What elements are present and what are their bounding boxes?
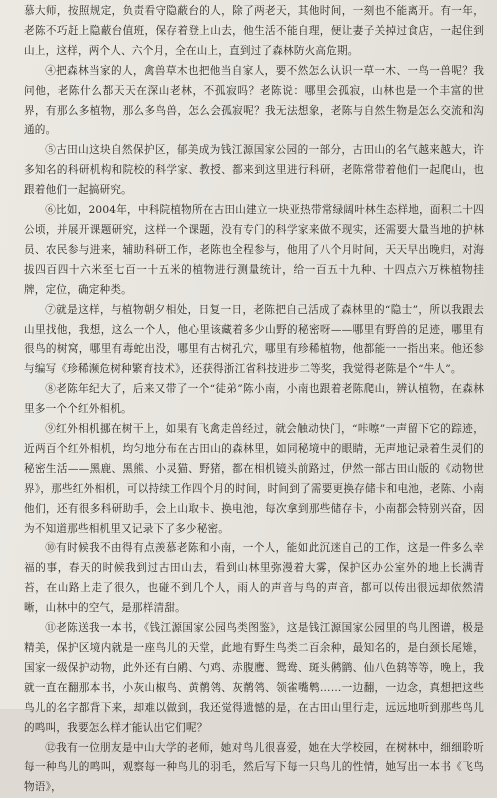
paragraph-5: ⑤古田山这块自然保护区，郁美成为钱江源国家公园的一部分，古田山的名气越来越大，许多知名的科研机构和院校的科学家、教授、都来到这里进行科研，老陈常带着他们一起爬山，也跟着他们一起搞研究。 — [24, 144, 484, 197]
paragraph-8: ⑧老陈年纪大了，后来又带了一个“徒弟”陈小南，小南也跟着老陈爬山，辨认植物，在森林里多一个个红外相机。 — [24, 383, 484, 416]
paragraph-4: ④把森林当家的人，禽兽草木也把他当自家人，要不然怎么认识一草一木、一鸟一兽呢？我问他，老陈什么都天天在深山老林，不孤寂吗？老陈说：哪里会孤寂，山林也是一个丰富的世界，有那么多植物，那么多鸟兽，怎么会孤寂呢？我无法想象，老陈与自然生物是怎么交流和沟通的。 — [24, 64, 484, 137]
article-body — [24, 2, 484, 798]
paragraph-7: ⑦就是这样，与植物朝夕相处，日复一日，老陈把自己活成了森林里的“隐士”，所以我跟去山里找他，我想，这么一个人，他心里该藏着多少山野的秘密呀——哪里有野兽的足迹，哪里有很鸟的树窝，哪里有毒蛇出没，哪里有古树孔穴，哪里有珍稀植物，他都能一一指出来。他还参与编写《珍稀濒危树种繁育技术》，还获得浙江省科技进步二等奖，我觉得老陈是个“牛人”。 — [24, 303, 484, 376]
paragraph-6: ⑥比如，2004年，中科院植物所在古田山建立一块亚热带常绿阔叶林生态样地，面积二十四公顷，并展开课题研究，这样一个课题，没有专门的科学家来做不现实，还需要大量当地的护林员、农民参与进来，辅助科研工作，老陈也全程参与，他用了八个月时间，天天早出晚归，对海拔四百四十六米至七百一十五米的植物进行测量统计，给一百五十九种、十四点六万株植物挂牌，定位，确定种类。 — [24, 204, 484, 296]
paragraph-11: ⑪老陈送我一本书，《钱江源国家公园鸟类图鉴》，这是钱江源国家公园里的鸟儿图谱，极是精美，保护区境内就是一座鸟儿的天堂，此地有野生鸟类二百余种，最知名的，是白颈长尾雉，国家一级保护动物，此外还有白鹇、勺鸡、赤腹鹰、鸳鸯、斑头鸺鹠、仙八色鸫等等，晚上，我就一直在翻那本书，小灰山椒鸟、黄鹡鸰、灰鹡鸰、领雀嘴鹎……一边翻，一边念，真想把这些鸟儿的名字都背下来，却难以做到，我还觉得遗憾的是，在古田山里行走，远远地听到那些鸟儿的鸣叫，我要怎么样才能认出它们呢？ — [24, 622, 484, 734]
paragraph-3-end: 慕大师，按照规定，负责看守隐蔽台的人，除了两老天，其他时间，一刻也不能离开。有一年，老陈不巧赶上隐蔽台值班，保存着登上山去，他生活不能自理，便让妻子关掉过食店，一起住到山上，这样，两个人、六个月，全在山上，直到过了森林防火高危期。 — [24, 5, 484, 57]
paragraph-9: ⑨红外相机挪在树干上，如果有飞禽走兽经过，就会触动快门，“咔嚓”一声留下它的踪迹，近两百个红外相机，均匀地分布在古田山的森林里，如同秘境中的眼睛，无声地记录着生灵们的秘密生活——黑鹿、黑熊、小灵猫、野猪，都在相机镜头前路过，伊然一部古田山版的《动物世界》，那些红外相机，可以持续工作四个月的时间，时间到了需要更换存储卡和电池，老陈、小南他们，还有很多科研助手，会上山取卡、换电池，每次拿到那些储存卡，小南都会特别兴奋，因为不知道那些相机里又记录下了多少秘密。 — [24, 423, 484, 535]
paragraph-12: ⑫我有一位朋友是中山大学的老师，她对鸟儿很喜爱，她在大学校园，在树林中，细细聆听每一种鸟儿的鸣叫，观察每一种鸟儿的羽毛，然后写下每一只鸟儿的性情，她写出一本书《飞鸟物语》， — [24, 741, 484, 794]
paragraph-10: ⑩有时候我不由得有点羡慕老陈和小南，一个人，能如此沉迷自己的工作，这是一件多么幸福的事，春天的时候我到过古田山去，看到山林里弥漫着大雾，保护区办公室外的地上长满青苔，在山路上走了很久，也碰不到几个人，雨人的声音与鸟的声音，都可以传出很远却依然清晰，山林中的空气，是那样清甜。 — [24, 542, 484, 615]
